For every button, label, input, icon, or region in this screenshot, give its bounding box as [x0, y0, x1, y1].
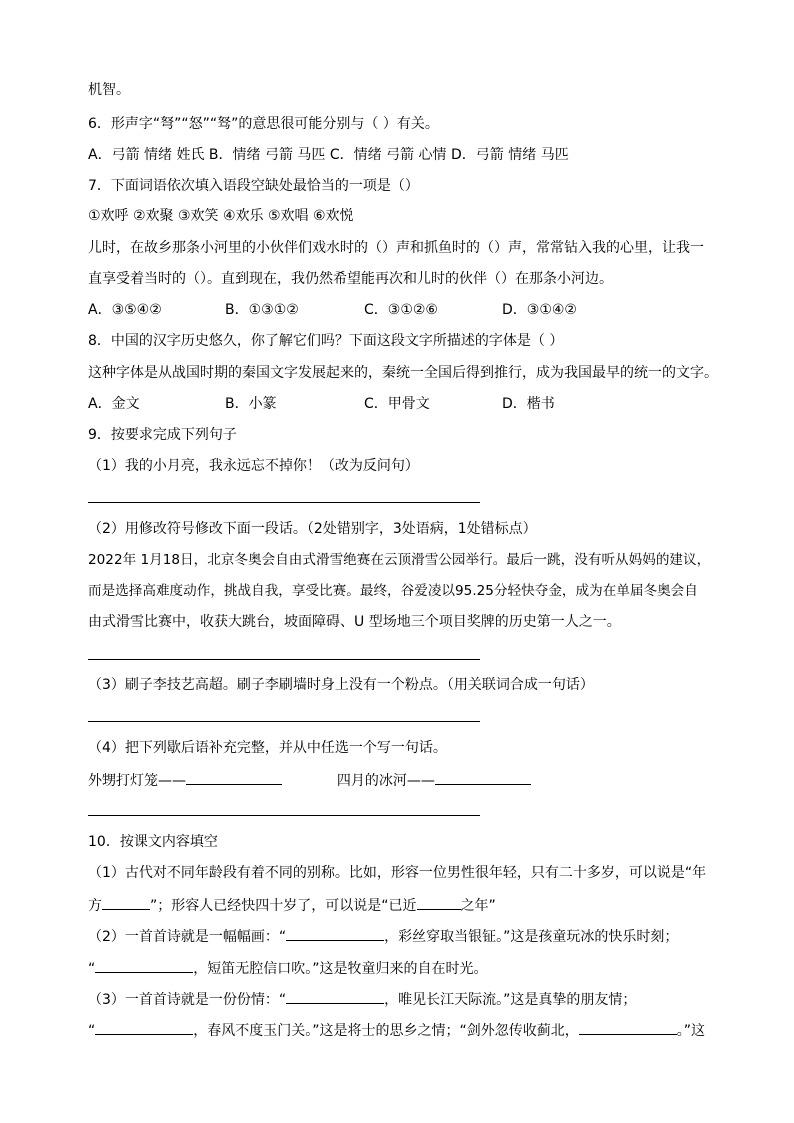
question-7-passage-line-1: 儿时，在故乡那条小河里的小伙伴们戏水时的（）声和抓鱼时的（）声，常常钻入我的心里，让我一 — [88, 240, 704, 256]
age-blank-2[interactable] — [417, 894, 461, 910]
answer-line-9-3[interactable] — [88, 721, 480, 722]
question-6: 6．形声字“弩”“怒”“驽”的意思很可能分别与（ ）有关。 — [88, 116, 439, 132]
question-9-2-passage-line-1: 2022年 1月18日，北京冬奥会自由式滑雪绝赛在云顶滑雪公园举行。最后一跳，没有听从妈妈的建议， — [88, 552, 711, 568]
question-6-options: A．弓箭 情绪 姓氏 B．情绪 弓箭 马匹 C．情绪 弓箭 心情 D．弓箭 情绪 马匹 — [88, 147, 569, 163]
text-poem-3b-pre: “ — [88, 1023, 96, 1039]
question-9-2-passage-line-2: 而是选择高难度动作，挑战自我，享受比赛。最终，谷爱凌以95.25分轻快夺金，成为在单届冬奥会自 — [88, 583, 698, 599]
question-10-part-3-line-1 — [88, 988, 636, 1010]
poem-blank-3a[interactable] — [286, 988, 384, 1004]
idiom-1-label: 外甥打灯笼—— — [88, 773, 186, 789]
question-9-part-3: （3）刷子李技艺高超。刷子李刷墙时身上没有一个粉点。（用关联词合成一句话） — [88, 677, 594, 693]
text-poem-3a-pre: （3）一首首诗就是一份份情：“ — [88, 992, 287, 1008]
text-poem-3b-end: 。”这 — [676, 1023, 706, 1039]
idiom-blank-row — [88, 769, 531, 791]
question-7-option-d: D．③①④② — [502, 302, 577, 318]
question-10: 10．按课文内容填空 — [88, 834, 218, 850]
poem-blank-2a[interactable] — [286, 925, 384, 941]
question-7-option-b: B．①③①② — [225, 302, 299, 318]
question-8-option-d: D．楷书 — [502, 396, 555, 412]
text-fang: 方 — [88, 898, 102, 914]
poem-blank-3b[interactable] — [95, 1019, 193, 1035]
question-7: 7．下面词语依次填入语段空缺处最恰当的一项是（） — [88, 178, 419, 194]
poem-blank-3c[interactable] — [579, 1019, 677, 1035]
question-8-option-a: A．金文 — [88, 396, 140, 412]
text-age-end: 之年” — [460, 898, 496, 914]
question-10-part-3-line-2 — [88, 1019, 705, 1041]
text-poem-2a-post: ，彩丝穿取当银钲。”这是孩童玩冰的快乐时刻； — [384, 929, 679, 945]
question-9-part-4: （4）把下列歇后语补充完整，并从中任选一个写一句话。 — [88, 740, 447, 756]
question-7-option-a: A．③⑤④② — [88, 302, 162, 318]
text-poem-2b-pre: “ — [88, 961, 96, 977]
text-poem-3b-mid: ，春风不度玉门关。”这是将士的思乡之情；“剑外忽传收蓟北， — [193, 1023, 579, 1039]
question-8-passage: 这种字体是从战国时期的秦国文字发展起来的，秦统一全国后得到推行，成为我国最早的统一的文字。 — [88, 365, 718, 381]
idiom-2-label: 四月的冰河—— — [336, 773, 435, 789]
question-9-part-2: （2）用修改符号修改下面一段话。（2处错别字，3处语病，1处错标点） — [88, 521, 537, 537]
question-8-option-b: B．小篆 — [225, 396, 277, 412]
text-poem-2a-pre: （2）一首首诗就是一幅幅画：“ — [88, 929, 287, 945]
text-poem-2b-post: ，短笛无腔信口吹。”这是牧童归来的自在时光。 — [193, 961, 488, 977]
question-8: 8．中国的汉字历史悠久，你了解它们吗？下面这段文字所描述的字体是（ ） — [88, 333, 564, 349]
answer-line-9-4[interactable] — [88, 815, 480, 816]
text-line-jizhi: 机智。 — [88, 82, 130, 98]
age-blank-1[interactable] — [102, 894, 150, 910]
question-7-word-list: ①欢呼 ②欢聚 ③欢笑 ④欢乐 ⑤欢唱 ⑥欢悦 — [88, 208, 354, 224]
text-poem-3a-post: ，唯见长江天际流。”这是真挚的朋友情； — [384, 992, 637, 1008]
question-7-option-c: C．③①②⑥ — [364, 302, 438, 318]
question-9-part-1: （1）我的小月亮，我永远忘不掉你！（改为反问句） — [88, 458, 419, 474]
idiom-2-answer-blank[interactable] — [435, 769, 531, 785]
question-9: 9．按要求完成下列句子 — [88, 427, 237, 443]
question-10-part-2-line-2 — [88, 957, 488, 979]
idiom-1-answer-blank[interactable] — [186, 769, 282, 785]
question-8-option-c: C．甲骨文 — [364, 396, 430, 412]
question-10-part-1-line-1: （1）古代对不同年龄段有着不同的别称。比如，形容一位男性很年轻，只有二十多岁，可以说是“年 — [88, 865, 707, 881]
answer-line-9-1[interactable] — [88, 502, 480, 503]
question-10-part-2-line-1 — [88, 925, 678, 947]
poem-blank-2b[interactable] — [95, 957, 193, 973]
answer-line-9-2[interactable] — [88, 659, 480, 660]
text-age-mid: ”；形容人已经快四十岁了，可以说是“已近 — [150, 898, 417, 914]
question-10-part-1-line-2 — [88, 894, 496, 916]
question-7-passage-line-2: 直享受着当时的（）。直到现在，我仍然希望能再次和儿时的伙伴（）在那条小河边。 — [88, 271, 613, 287]
question-9-2-passage-line-3: 由式滑雪比赛中，收获大跳台，坡面障碍、U 型场地三个项目奖牌的历史第一人之一。 — [88, 614, 621, 630]
